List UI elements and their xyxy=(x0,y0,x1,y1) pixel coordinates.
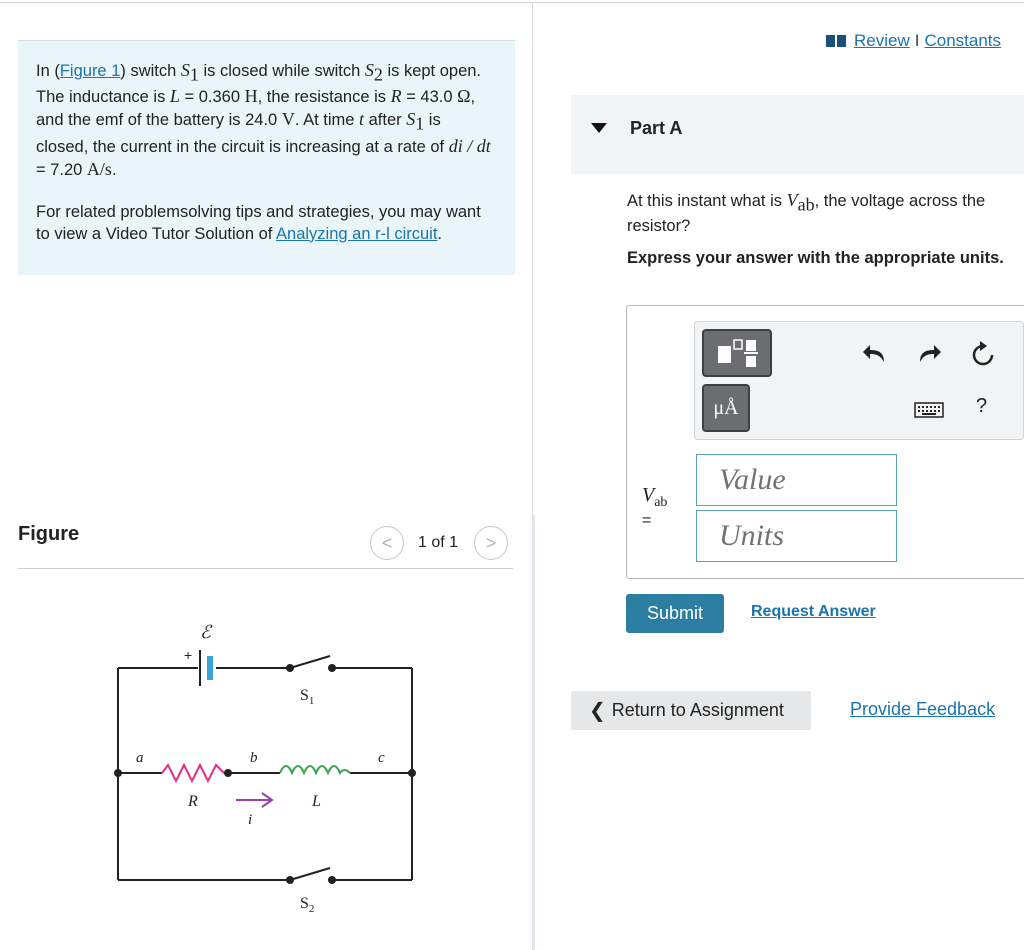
s1-contact-right xyxy=(328,664,336,672)
s2-contact-right xyxy=(328,876,336,884)
return-to-assignment-button[interactable] xyxy=(571,691,811,730)
keyboard-icon[interactable] xyxy=(914,402,944,418)
resistor-label: R xyxy=(188,793,198,810)
panel-scroll-track xyxy=(532,515,535,950)
templates-button[interactable] xyxy=(702,329,772,377)
header-separator: I xyxy=(914,31,920,50)
node-b-dot xyxy=(224,769,232,777)
rl-circuit-diagram xyxy=(100,610,430,920)
help-icon[interactable]: ? xyxy=(976,395,988,417)
submit-button[interactable]: Submit xyxy=(626,594,724,633)
fraction-template-icon xyxy=(714,337,760,369)
units-button[interactable] xyxy=(702,384,750,432)
figure-divider xyxy=(18,568,513,569)
express-instruction: Express your answer with the appropriate units. xyxy=(627,249,1004,267)
chevron-right-icon: > xyxy=(485,532,497,553)
inductor-label: L xyxy=(312,793,321,810)
emf-label: ℰ xyxy=(200,622,211,642)
return-label: Return to Assignment xyxy=(611,700,784,720)
constants-link[interactable]: Constants xyxy=(924,31,1002,50)
review-link[interactable]: Review xyxy=(854,31,910,50)
node-b-label: b xyxy=(250,750,258,766)
reset-icon[interactable] xyxy=(970,340,996,368)
s2-contact-left xyxy=(286,876,294,884)
s2-label: $S_2$ xyxy=(300,895,315,915)
resistor-zigzag xyxy=(162,765,224,781)
video-tutor-link[interactable]: Analyzing an r-l circuit xyxy=(276,224,438,243)
node-a-label: a xyxy=(136,750,144,766)
redo-icon[interactable] xyxy=(916,342,942,366)
units-button-label: μÅ xyxy=(713,396,739,419)
problem-paragraph-2: For related problemsolving tips and strategies, you may want to view a Video Tutor Solution of Analyzing an r-l circuit. xyxy=(36,202,481,243)
s1-contact-left xyxy=(286,664,294,672)
current-label: i xyxy=(248,812,253,828)
answer-variable-label: $V_{ab}$ xyxy=(642,484,668,510)
part-a-header[interactable] xyxy=(571,95,1024,174)
problem-paragraph-1: In (Figure 1) switch $S_1$ is closed while switch $S_2$ is kept open. The inductance is L = 0.360 H, the resistance is R = 43.0 Ω, and the emf of the battery is 24.0 V. At time t after $S_1$ is closed, the current in the circuit is increasing at a rate of di / dt = 7.20 A/s. xyxy=(36,60,491,179)
node-c-label: c xyxy=(378,750,385,766)
figure-page-count: 1 of 1 xyxy=(418,534,459,551)
part-a-label: Part A xyxy=(630,118,683,138)
chevron-left-icon: ❮ xyxy=(589,700,606,722)
provide-feedback-link[interactable]: Provide Feedback xyxy=(850,699,996,719)
figure-title: Figure xyxy=(18,523,80,545)
inductor-coil xyxy=(280,766,350,773)
chevron-left-icon: < xyxy=(381,532,393,553)
value-input[interactable]: Value xyxy=(696,454,897,506)
units-input[interactable]: Units xyxy=(696,510,897,562)
request-answer-link[interactable]: Request Answer xyxy=(751,603,876,620)
top-border xyxy=(0,2,1024,3)
problem-statement xyxy=(18,40,515,275)
review-constants-bar xyxy=(826,31,1001,51)
book-icon xyxy=(826,34,846,48)
question-text: At this instant what is $V_{ab}$, the voltage across the resistor? xyxy=(627,190,986,236)
node-c-dot xyxy=(408,769,416,777)
figure-pager xyxy=(370,526,508,560)
figure-1-link[interactable]: Figure 1 xyxy=(59,62,121,80)
equals-sign: = xyxy=(642,512,652,529)
collapse-triangle-icon[interactable] xyxy=(591,123,607,133)
node-a-dot xyxy=(114,769,122,777)
undo-icon[interactable] xyxy=(862,342,888,366)
s1-label: $S_1$ xyxy=(300,687,315,707)
prev-figure-button[interactable] xyxy=(370,526,404,560)
next-figure-button[interactable] xyxy=(474,526,508,560)
battery-plus-sign: + xyxy=(184,647,193,663)
